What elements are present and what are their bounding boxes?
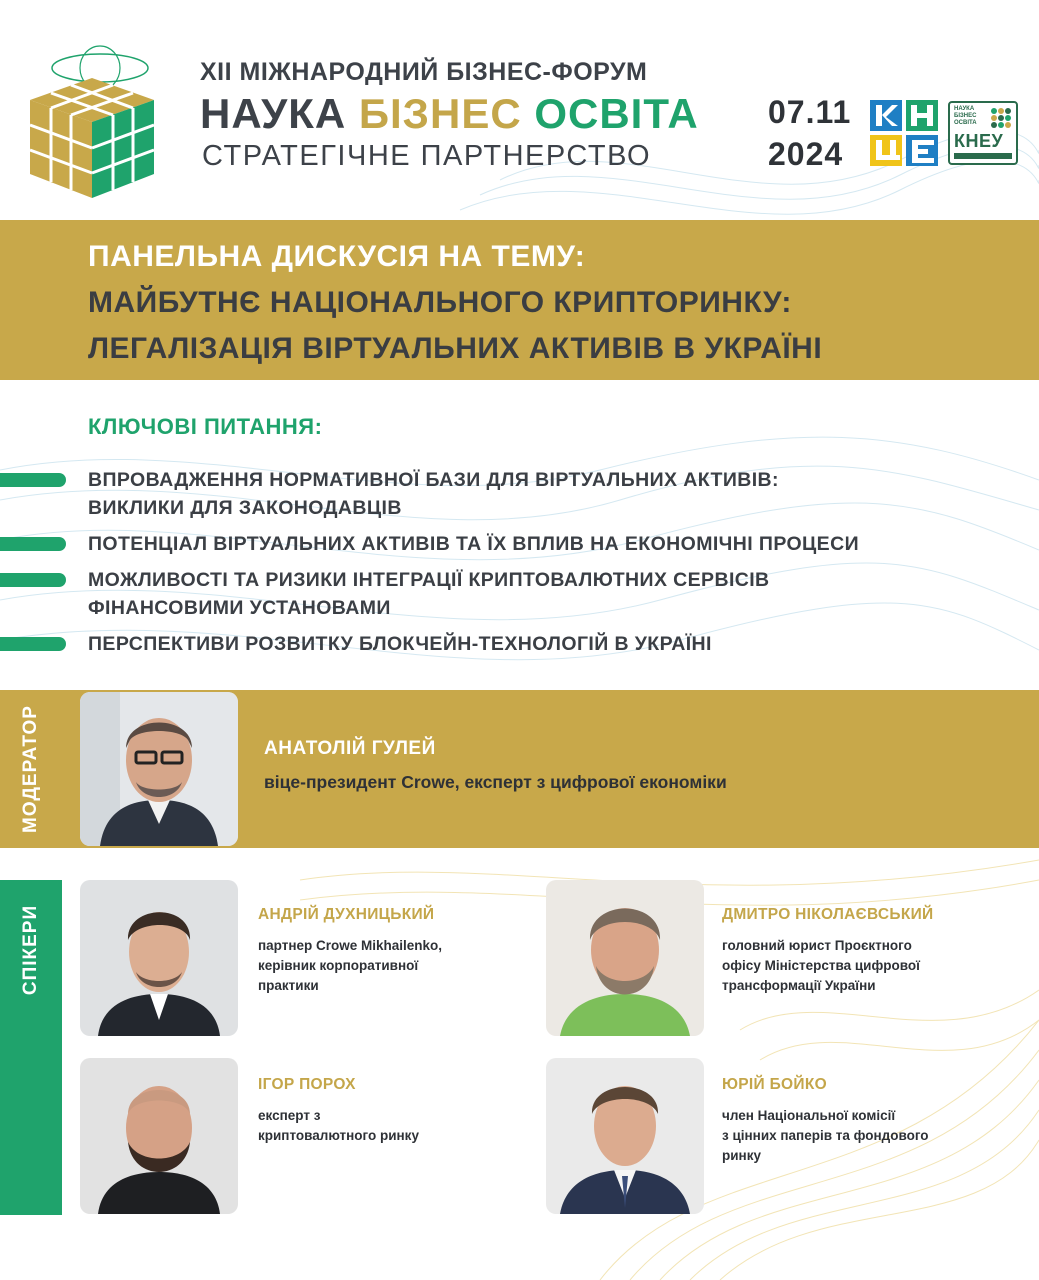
moderator-label-box — [0, 690, 62, 848]
speakers-label-box — [0, 880, 62, 1215]
forum-edition-title: XII МІЖНАРОДНИЙ БІЗНЕС-ФОРУМ — [200, 58, 648, 86]
speakers-label: СПІКЕРИ — [20, 904, 41, 996]
event-date: 07.11 — [768, 94, 852, 130]
issue-marker — [0, 637, 66, 651]
issue-text: ПОТЕНЦІАЛ ВІРТУАЛЬНИХ АКТИВІВ ТА ЇХ ВПЛИВ НА ЕКОНОМІЧНІ ПРОЦЕСИ — [88, 533, 859, 555]
topic-intro: ПАНЕЛЬНА ДИСКУСІЯ НА ТЕМУ: — [88, 240, 586, 273]
issue-text: ВПРОВАДЖЕННЯ НОРМАТИВНОЇ БАЗИ ДЛЯ ВІРТУАЛЬНИХ АКТИВІВ: ВИКЛИКИ ДЛЯ ЗАКОНОДАВЦІВ — [88, 469, 779, 519]
speaker-name: ЮРІЙ БОЙКО — [722, 1076, 827, 1093]
topic-banner — [0, 220, 1039, 380]
kneu-dots-icon — [990, 107, 1012, 129]
speaker-photo — [546, 1058, 704, 1214]
issue-marker — [0, 537, 66, 551]
title-word-business: БІЗНЕС — [358, 90, 522, 137]
kneu-logo-bar — [954, 153, 1012, 159]
kneu-logo — [948, 101, 1018, 165]
speaker-name: ДМИТРО НІКОЛАЄВСЬКИЙ — [722, 906, 934, 923]
speaker-role: партнер Crowe Mikhailenko, керівник корпоративної практики — [258, 938, 443, 993]
event-year: 2024 — [768, 136, 844, 172]
topic-title-line1: МАЙБУТНЄ НАЦІОНАЛЬНОГО КРИПТОРИНКУ: — [88, 286, 792, 319]
moderator-name: АНАТОЛІЙ ГУЛЕЙ — [264, 738, 436, 759]
kneu-logo-text: КНЕУ — [954, 131, 1004, 151]
issue-text: МОЖЛИВОСТІ ТА РИЗИКИ ІНТЕГРАЦІЇ КРИПТОВАЛЮТНИХ СЕРВІСІВ ФІНАНСОВИМИ УСТАНОВАМИ — [88, 569, 770, 619]
speaker-photo — [80, 1058, 238, 1214]
speaker-role: головний юрист Проєктного офісу Міністерства цифрової трансформації України — [722, 938, 920, 993]
issue-marker — [0, 473, 66, 487]
forum-main-title — [200, 90, 699, 138]
title-word-education: ОСВІТА — [534, 90, 699, 137]
speaker-name: АНДРІЙ ДУХНИЦЬКИЙ — [258, 906, 435, 923]
speaker-role: член Національної комісії з цінних паперів та фондового ринку — [722, 1108, 929, 1163]
speaker-photo — [80, 880, 238, 1036]
moderator-photo — [80, 692, 238, 846]
key-issues-title: КЛЮЧОВІ ПИТАННЯ: — [88, 414, 323, 439]
forum-subtitle: СТРАТЕГІЧНЕ ПАРТНЕРСТВО — [202, 140, 652, 172]
topic-title-line2: ЛЕГАЛІЗАЦІЯ ВІРТУАЛЬНИХ АКТИВІВ В УКРАЇНІ — [88, 332, 823, 365]
speaker-role: експерт з криптовалютного ринку — [258, 1108, 419, 1143]
kn-logo-icon — [870, 100, 938, 166]
moderator-label: МОДЕРАТОР — [20, 705, 41, 833]
speaker-photo — [546, 880, 704, 1036]
issue-text: ПЕРСПЕКТИВИ РОЗВИТКУ БЛОКЧЕЙН-ТЕХНОЛОГІЙ В УКРАЇНІ — [88, 633, 712, 655]
cube-logo-icon — [22, 40, 172, 200]
kneu-logo-caption: НАУКА БІЗНЕС ОСВІТА — [954, 106, 977, 126]
title-word-science: НАУКА — [200, 90, 347, 137]
moderator-role: віце-президент Crowe, експерт з цифрової економіки — [264, 772, 727, 792]
moderator-section — [0, 690, 1039, 848]
issue-marker — [0, 573, 66, 587]
speaker-name: ІГОР ПОРОХ — [258, 1076, 356, 1093]
